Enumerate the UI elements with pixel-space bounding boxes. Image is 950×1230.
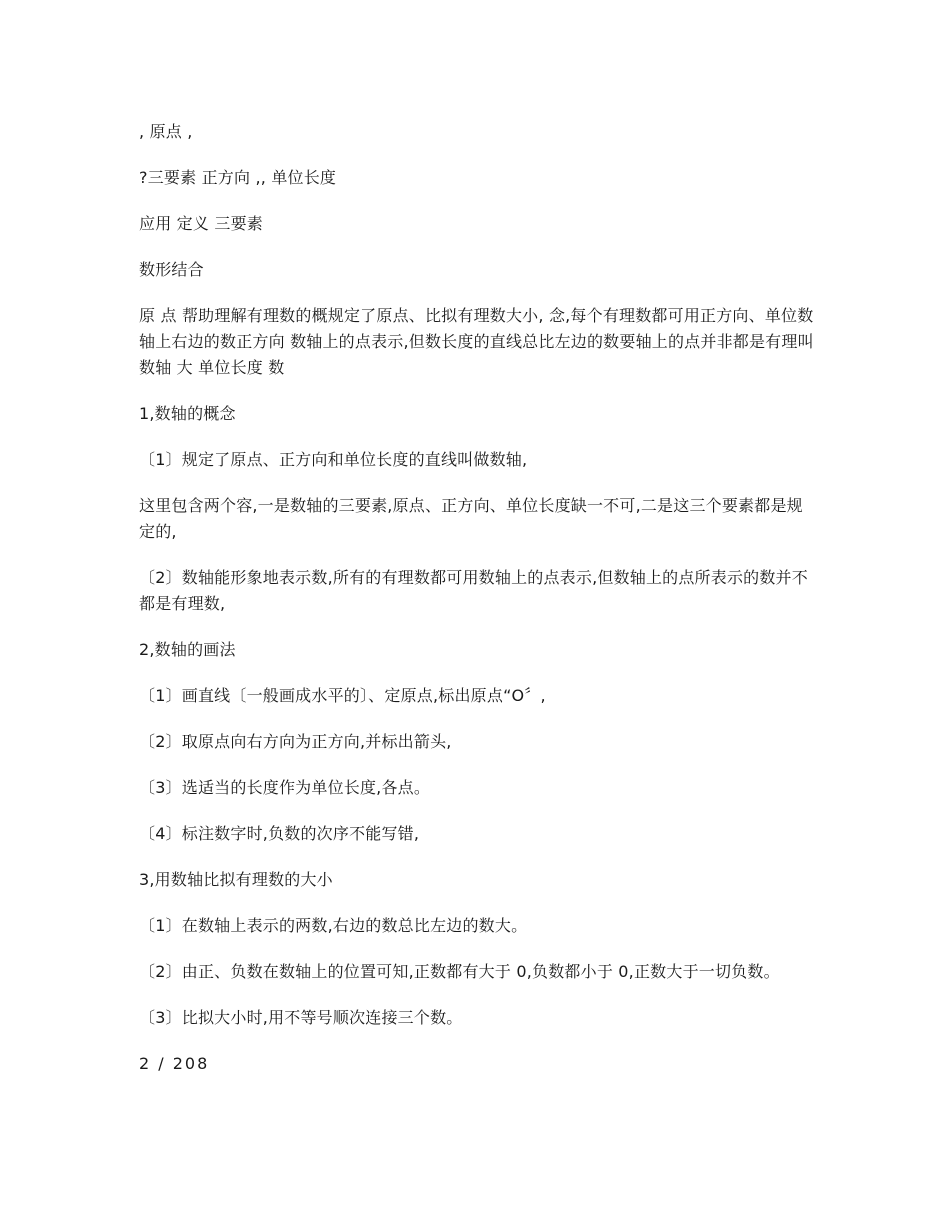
paragraph: 〔1〕画直线〔一般画成水平的〕、定原点,标出原点“O〞, [139,686,546,705]
page-number: 2 / 208 [139,1054,210,1073]
section-heading: 3,用数轴比拟有理数的大小 [139,870,333,889]
paragraph: 〔4〕标注数字时,负数的次序不能写错, [139,824,420,843]
paragraph: 〔2〕由正、负数在数轴上的位置可知,正数都有大于 0,负数都小于 0,正数大于一切负数。 [139,962,780,981]
paragraph: 原 点 帮助理解有理数的概规定了原点、比拟有理数大小, 念,每个有理数都可用正方向、单位数轴上右边的数正方向 数轴上的点表示,但数长度的直线总比左边的数要轴上的点并非都是有理叫数轴 大 单位长度 数 [139,306,814,377]
paragraph: 〔3〕比拟大小时,用不等号顺次连接三个数。 [139,1008,463,1027]
section-heading: 1,数轴的概念 [139,404,236,423]
paragraph: 〔1〕规定了原点、正方向和单位长度的直线叫做数轴, [139,450,528,469]
paragraph: 数形结合 [139,260,204,279]
document-page [139,119,819,1077]
paragraph: 〔2〕取原点向右方向为正方向,并标出箭头, [139,732,452,751]
paragraph: ?三要素 正方向 ,, 单位长度 [139,168,337,187]
paragraph: 〔3〕选适当的长度作为单位长度,各点。 [139,778,431,797]
paragraph: , 原点 , [139,122,193,141]
section-heading: 2,数轴的画法 [139,640,236,659]
paragraph: 这里包含两个容,一是数轴的三要素,原点、正方向、单位长度缺一不可,二是这三个要素都是规定的, [139,496,803,541]
paragraph: 〔2〕数轴能形象地表示数,所有的有理数都可用数轴上的点表示,但数轴上的点所表示的数并不都是有理数, [139,568,808,613]
paragraph: 〔1〕在数轴上表示的两数,右边的数总比左边的数大。 [139,916,528,935]
paragraph: 应用 定义 三要素 [139,214,263,233]
